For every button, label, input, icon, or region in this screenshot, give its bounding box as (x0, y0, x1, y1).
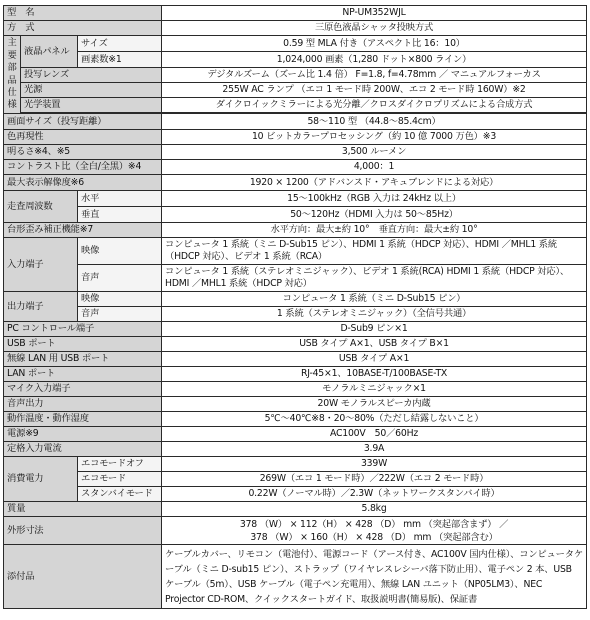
lcd-pixels-label: 画素数※1 (78, 52, 162, 68)
output-audio-label: 音声 (78, 307, 162, 322)
wlan-usb-label: 無線 LAN 用 USB ポート (4, 352, 162, 367)
audio-out-value: 20W モノラルスピーカ内蔵 (162, 397, 587, 412)
category-char: 部 (7, 62, 17, 74)
row-lan (4, 367, 587, 382)
lcd-size-label: サイズ (78, 36, 162, 52)
screen-size-value: 58〜110 型 （44.8〜85.4cm） (162, 114, 587, 130)
row-mic (4, 382, 587, 397)
category-char: 仕 (7, 86, 17, 98)
lens-label: 投写レンズ (21, 68, 162, 83)
eco-label: エコモード (78, 472, 162, 487)
mic-value: モノラルミニジャック×1 (162, 382, 587, 397)
row-screen-size (4, 114, 587, 130)
row-scan-v (4, 207, 587, 223)
rated-current-label: 定格入力電流 (4, 442, 162, 457)
audio-out-label: 音声出力 (4, 397, 162, 412)
pc-control-label: PC コントロール端子 (4, 322, 162, 337)
input-audio-label: 音声 (78, 265, 162, 292)
row-keystone (4, 223, 587, 238)
row-usb (4, 337, 587, 352)
accessories-value: ケーブルカバー、リモコン（電池付）、電源コード（アース付き、AC100V 国内仕様）、コンピュータケーブル（ミニ D-sub15 ピン）、ストラップ（ワイヤレスレシーバ落下防止用）、電子ペン 2 本、USB ケーブル（5m）、USB ケーブル（電子ペン充電用）、無線 LAN ユニット（NP05LM3）、NEC Projector CD-ROM、クイックスタートガイド、取扱説明書(簡易版)、保証書 (162, 545, 587, 609)
row-operating (4, 412, 587, 427)
row-consumption-eco-off (4, 457, 587, 472)
row-dimensions (4, 517, 587, 545)
row-resolution (4, 175, 587, 191)
accessories-label: 添付品 (4, 545, 162, 609)
row-optics (4, 98, 587, 113)
resolution-label: 最大表示解像度※6 (4, 175, 162, 191)
screen-size-label: 画面サイズ（投写距離） (4, 114, 162, 130)
row-output-audio (4, 307, 587, 322)
output-label: 出力端子 (4, 292, 78, 322)
contrast-value: 4,000：1 (162, 160, 587, 175)
power-value: AC100V 50／60Hz (162, 427, 587, 442)
pc-control-value: D-Sub9 ピン×1 (162, 322, 587, 337)
main-parts-category (4, 36, 21, 114)
category-char: 様 (7, 99, 17, 111)
scan-v-label: 垂直 (78, 207, 162, 223)
row-input-audio (4, 265, 587, 292)
standby-label: スタンバイモード (78, 487, 162, 502)
row-consumption-eco (4, 472, 587, 487)
row-wlan-usb (4, 352, 587, 367)
light-label: 光源 (21, 83, 162, 98)
color-label: 色再現性 (4, 130, 162, 145)
lan-label: LAN ポート (4, 367, 162, 382)
usb-label: USB ポート (4, 337, 162, 352)
row-output-video (4, 292, 587, 307)
row-method (4, 21, 587, 36)
row-light (4, 83, 587, 98)
usb-value: USB タイプ A×1、USB タイプ B×1 (162, 337, 587, 352)
output-audio-value: 1 系統（ステレオミニジャック）（全信号共通） (162, 307, 587, 322)
lens-value: デジタルズーム（ズーム比 1.4 倍） F=1.8, f=4.78mm ／ マニュアルフォーカス (162, 68, 587, 83)
model-value: NP-UM352WJL (162, 6, 587, 21)
row-contrast (4, 160, 587, 175)
resolution-value: 1920 × 1200（アドバンスド・アキュブレンドによる対応） (162, 175, 587, 191)
standby-value: 0.22W（ノーマル時）／2.3W（ネットワークスタンバイ時） (162, 487, 587, 502)
row-consumption-standby (4, 487, 587, 502)
consumption-label: 消費電力 (4, 457, 78, 502)
spec-table (3, 5, 587, 609)
row-scan-h (4, 191, 587, 207)
row-weight (4, 502, 587, 517)
dimensions-label: 外形寸法 (4, 517, 162, 545)
row-model (4, 6, 587, 21)
lcd-pixels-value: 1,024,000 画素（1,280 ドット×800 ライン） (162, 52, 587, 68)
weight-label: 質量 (4, 502, 162, 517)
eco-off-label: エコモードオフ (78, 457, 162, 472)
lan-value: RJ-45×1、10BASE-T/100BASE-TX (162, 367, 587, 382)
category-char: 品 (7, 74, 17, 86)
mic-label: マイク入力端子 (4, 382, 162, 397)
row-pc-control (4, 322, 587, 337)
input-audio-value: コンピュータ 1 系統（ステレオミニジャック）、ビデオ 1 系統(RCA) HDMI 1 系統（HDCP 対応）、HDMI ／MHL1 系統（HDCP 対応） (162, 265, 587, 292)
operating-value: 5℃〜40℃※8・20〜80%（ただし結露しないこと） (162, 412, 587, 427)
scan-h-label: 水平 (78, 191, 162, 207)
output-video-label: 映像 (78, 292, 162, 307)
row-lens (4, 68, 587, 83)
row-power (4, 427, 587, 442)
contrast-label: コントラスト比（全白/全黒）※4 (4, 160, 162, 175)
row-brightness (4, 145, 587, 160)
power-label: 電源※9 (4, 427, 162, 442)
optics-label: 光学装置 (21, 98, 162, 113)
color-value: 10 ビットカラープロセッシング（約 10 億 7000 万色）※3 (162, 130, 587, 145)
output-video-value: コンピュータ 1 系統（ミニ D-Sub15 ピン） (162, 292, 587, 307)
scan-h-value: 15〜100kHz（RGB 入力は 24kHz 以上） (162, 191, 587, 207)
row-input-video (4, 238, 587, 265)
row-audio-out (4, 397, 587, 412)
scan-label: 走査周波数 (4, 191, 78, 223)
category-char: 要 (7, 49, 17, 61)
scan-v-value: 50〜120Hz（HDMI 入力は 50〜85Hz） (162, 207, 587, 223)
optics-value: ダイクロイックミラーによる光分離／クロスダイクロプリズムによる合成方式 (162, 98, 587, 113)
brightness-value: 3,500 ルーメン (162, 145, 587, 160)
operating-label: 動作温度・動作湿度 (4, 412, 162, 427)
dimensions-value (162, 517, 587, 545)
rated-current-value: 3.9A (162, 442, 587, 457)
row-color (4, 130, 587, 145)
input-label: 入力端子 (4, 238, 78, 292)
keystone-label: 台形歪み補正機能※7 (4, 223, 162, 238)
eco-value: 269W（エコ 1 モード時）／222W（エコ 2 モード時） (162, 472, 587, 487)
row-lcd-size (4, 36, 587, 52)
brightness-label: 明るさ※4、※5 (4, 145, 162, 160)
lcd-panel-label: 液晶パネル (21, 36, 78, 68)
wlan-usb-value: USB タイプ A×1 (162, 352, 587, 367)
dimensions-line-2: 378 （W） × 160（H） × 428 （D） mm （突起部含む） (250, 531, 498, 543)
keystone-value: 水平方向：最大±約 10° 垂直方向：最大±約 10° (162, 223, 587, 238)
method-value: 三原色液晶シャッタ投映方式 (162, 21, 587, 36)
method-label: 方 式 (4, 21, 162, 36)
dimensions-line-1: 378 （W） × 112（H） × 428 （D） mm （突起部含まず） ／ (239, 518, 509, 530)
weight-value: 5.8kg (162, 502, 587, 517)
light-value: 255W AC ランプ （エコ 1 モード時 200W、エコ 2 モード時 160W）※2 (162, 83, 587, 98)
model-label: 型 名 (4, 6, 162, 21)
category-char: 主 (7, 37, 17, 49)
eco-off-value: 339W (162, 457, 587, 472)
row-accessories (4, 545, 587, 609)
input-video-value: コンピュータ 1 系統（ミニ D-Sub15 ピン）、HDMI 1 系統（HDCP 対応）、HDMI ／MHL1 系統（HDCP 対応）、ビデオ 1 系統（RCA） (162, 238, 587, 265)
row-rated-current (4, 442, 587, 457)
lcd-size-value: 0.59 型 MLA 付き（アスペクト比 16：10） (162, 36, 587, 52)
row-lcd-pixels (4, 52, 587, 68)
input-video-label: 映像 (78, 238, 162, 265)
